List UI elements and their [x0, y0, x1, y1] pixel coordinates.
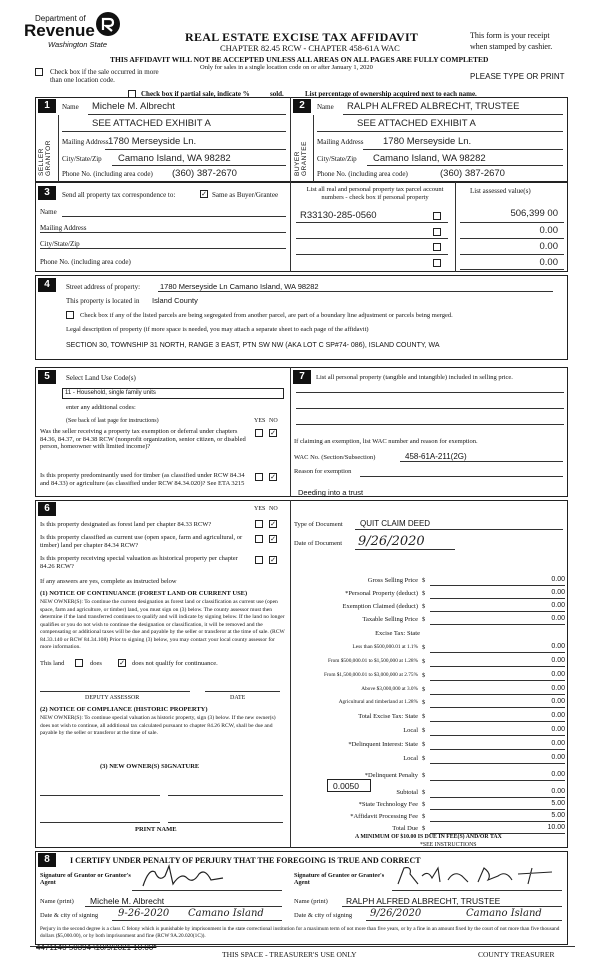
- s5-yes-header: YES: [254, 418, 266, 424]
- s6-if-yes: If any answers are yes, complete as instructed below: [40, 578, 177, 585]
- multi-location-label: Check box if the sale occurred in more than one location code.: [50, 68, 159, 84]
- section-1-number: 1: [38, 99, 56, 113]
- receipt-line2: when stamped by cashier.: [470, 42, 553, 51]
- wac-label: WAC No. (Section/Subsection): [294, 454, 376, 461]
- tax-row-label: Taxable Selling Price: [362, 616, 418, 623]
- revenue-logo-icon: [96, 12, 120, 36]
- s6-question-2: Is this property classified as current use (open space, farm and agricultural, or timber) land per chapter 84.34 RCW?: [40, 534, 243, 549]
- s6-q3-yes[interactable]: [255, 556, 263, 564]
- dept-logo-name: Revenue: [24, 21, 95, 40]
- doc-date-value[interactable]: 9/26/2020: [358, 534, 425, 549]
- tax-row-line: [430, 585, 565, 586]
- seller-city-label: City/State/Zip: [62, 155, 102, 163]
- mail-name-label: Name: [40, 208, 57, 216]
- street-address-value[interactable]: 1780 Merseyside Ln Camano Island, WA 98282: [160, 282, 319, 291]
- tax-row-value[interactable]: 0.00: [551, 657, 565, 664]
- section-2-number: 2: [293, 99, 311, 113]
- tax-row-line: [430, 624, 565, 625]
- grantee-date-label: Date & city of signing: [294, 912, 353, 919]
- buyer-city-value[interactable]: Camano Island, WA 98282: [373, 153, 486, 164]
- tax-row-line: [430, 735, 565, 736]
- section-6-number: 6: [38, 502, 56, 516]
- dollar-sign: $: [422, 590, 426, 597]
- assessor-date-label: DATE: [230, 695, 246, 701]
- land-does-not-checkbox[interactable]: ✓: [119, 659, 125, 667]
- dept-state: Washington State: [48, 40, 108, 49]
- tax-row-line: [430, 611, 565, 612]
- buyer-address-label: Mailing Address: [317, 138, 364, 146]
- dollar-sign: $: [422, 699, 426, 706]
- new-owner-signature-label: (3) NEW OWNER(S) SIGNATURE: [100, 763, 200, 770]
- s5-q1-yes[interactable]: [255, 429, 263, 437]
- segregated-label: Check box if any of the listed parcels are being segregated from another parcel, are part of a boundary line adjustment or parcels being merged.: [80, 312, 453, 319]
- grantee-name-value[interactable]: RALPH ALFRED ALBRECHT, TRUSTEE: [346, 896, 501, 906]
- s5-no-header: NO: [269, 418, 278, 424]
- type-or-print: PLEASE TYPE OR PRINT: [470, 72, 565, 81]
- multi-location-checkbox[interactable]: [35, 68, 43, 76]
- seller-grantor-label: SELLER GRANTOR: [38, 140, 52, 176]
- s6-question-3: Is this property receiving special valuation as historical property per chapter 84.26 RCW?: [40, 555, 238, 570]
- receipt-line1: This form is your receipt: [470, 31, 550, 40]
- dollar-sign: $: [422, 658, 426, 665]
- assessed-value-4[interactable]: 0.00: [539, 257, 558, 268]
- tax-row-label: Excise Tax: State: [375, 630, 420, 637]
- buyer-attached-value[interactable]: SEE ATTACHED EXHIBIT A: [357, 118, 476, 129]
- seller-address-value[interactable]: 1780 Merseyside Ln.: [108, 136, 197, 147]
- buyer-phone-label: Phone No. (including area code): [317, 170, 408, 178]
- dollar-sign: $: [422, 686, 426, 693]
- dollar-sign: $: [422, 755, 426, 762]
- tax-row-label: Total Due: [392, 825, 418, 832]
- segregated-checkbox[interactable]: [66, 311, 74, 319]
- tax-row-label: Local: [403, 727, 418, 734]
- tax-row-label: From $500,000.01 to $1,500,000 at 1.28%: [327, 658, 418, 664]
- tax-row-line: [430, 780, 565, 781]
- tax-row-label: From $1,500,000.01 to $3,000,000 at 2.75%: [323, 672, 418, 678]
- tax-row-line: [430, 749, 565, 750]
- dollar-sign: $: [422, 801, 426, 808]
- tax-row-value[interactable]: 0.00: [551, 589, 565, 596]
- tax-row-label: Exemption Claimed (deduct): [342, 603, 418, 610]
- notice-compliance-title: (2) NOTICE OF COMPLIANCE (HISTORIC PROPERTY): [40, 706, 208, 713]
- property-located-value[interactable]: Island County: [152, 296, 198, 305]
- parcel-2-personal-checkbox[interactable]: [433, 228, 441, 236]
- doc-type-value[interactable]: QUIT CLAIM DEED: [360, 519, 431, 528]
- tax-row-line: [430, 652, 565, 653]
- s5-q1-no[interactable]: ✓: [270, 429, 276, 437]
- reason-label: Reason for exemption: [294, 468, 352, 475]
- personal-property-label: List all personal property (tangible and intangible) included in selling price.: [316, 374, 513, 381]
- additional-codes-label: enter any additional codes:: [66, 404, 136, 411]
- partial-sale-label: Check box if partial sale, indicate %: [141, 90, 250, 98]
- tax-row-label: *Personal Property (deduct): [345, 590, 418, 597]
- s6-no-header: NO: [269, 506, 278, 512]
- assessed-value-3[interactable]: 0.00: [539, 241, 558, 252]
- tax-row-line: [430, 666, 565, 667]
- tax-row-value[interactable]: 0.00: [551, 643, 565, 650]
- notice-continuance-title: (1) NOTICE OF CONTINUANCE (FOREST LAND OR CURRENT USE): [40, 590, 248, 597]
- tax-row-value[interactable]: 0.00: [551, 698, 565, 705]
- tax-row-line: [430, 598, 565, 599]
- reason-value[interactable]: Deeding into a trust: [298, 488, 364, 497]
- tax-row-label: *Delinquent Penalty: [364, 772, 418, 779]
- tax-row-value[interactable]: 0.00: [551, 685, 565, 692]
- grantee-date-value[interactable]: 9/26/2020: [370, 908, 422, 919]
- tax-row-value[interactable]: 0.00: [551, 615, 565, 622]
- grantor-city-value[interactable]: Camano Island: [188, 908, 264, 919]
- send-correspondence-label: Send all property tax correspondence to:: [62, 191, 176, 199]
- tax-row-label: Above $3,000,000 at 3.0%: [361, 686, 418, 692]
- tax-row-label: Local: [403, 755, 418, 762]
- perjury-notice: Perjury in the second degree is a class C felony which is punishable by imprisonment in the state correctional institution for a maximum term of not more than five years, or by a fine in an amount fixed by the court of not more than five thousand dollars ($5,000.00), or by both imprisonment and fine (RCW 9A.20.020(1C)).: [40, 926, 560, 939]
- dollar-sign: $: [422, 789, 426, 796]
- assessed-value-2[interactable]: 0.00: [539, 225, 558, 236]
- grantee-signature[interactable]: [392, 862, 557, 890]
- pct-list-label: List percentage of ownership acquired next to each name.: [305, 90, 477, 98]
- tax-row-value[interactable]: 0.00: [551, 788, 565, 795]
- form-sub: Only for sales in a single location code on or after January 1, 2020: [200, 64, 373, 71]
- s6-q2-yes[interactable]: [255, 535, 263, 543]
- s6-q2-no[interactable]: ✓: [270, 535, 276, 543]
- grantor-signature[interactable]: [135, 862, 235, 890]
- form-title: REAL ESTATE EXCISE TAX AFFIDAVIT: [185, 30, 419, 44]
- grantor-name-label: Name (print): [40, 898, 74, 905]
- mail-phone-label: Phone No. (including area code): [40, 258, 131, 266]
- seller-phone-value[interactable]: (360) 387-2670: [172, 168, 237, 179]
- assessed-value-header: List assessed value(s): [470, 187, 531, 195]
- certify-statement: I CERTIFY UNDER PENALTY OF PERJURY THAT THE FOREGOING IS TRUE AND CORRECT: [70, 856, 421, 865]
- tax-row-value[interactable]: 0.00: [551, 754, 565, 761]
- tax-row-line: [430, 809, 565, 810]
- recording-stamp: 4471140 50394 \10/9/2021 10.00*: [36, 943, 157, 952]
- form-warning: THIS AFFIDAVIT WILL NOT BE ACCEPTED UNLESS ALL AREAS ON ALL PAGES ARE FULLY COMPLETED: [110, 55, 489, 64]
- street-address-label: Street address of property:: [66, 283, 141, 291]
- tax-row-label: *Delinquent Interest: State: [348, 741, 418, 748]
- dollar-sign: $: [422, 644, 426, 651]
- notice-compliance-text: NEW OWNER(S): To continue special valuation as historic property, sign (3) below. If the new owner(s) does not wish to continue, all additional tax calculated pursuant to chapter 84.26 RCW, shall be due and payable by the seller or transferor at the time of sale.: [40, 715, 276, 736]
- tax-row-line: [430, 821, 565, 822]
- dollar-sign: $: [422, 713, 426, 720]
- buyer-phone-value[interactable]: (360) 387-2670: [440, 168, 505, 179]
- tax-row-value[interactable]: 0.00: [551, 740, 565, 747]
- parcel-number-1[interactable]: R33130-285-0560: [300, 210, 377, 221]
- land-does-not-label: does not qualify for continuance.: [132, 660, 218, 667]
- form-chapter: CHAPTER 82.45 RCW - CHAPTER 458-61A WAC: [220, 43, 400, 53]
- parcel-1-personal-checkbox[interactable]: [433, 212, 441, 220]
- tax-row-line: [430, 707, 565, 708]
- grantee-sig-label: Signature of Grantee or Grantee's Agent: [294, 872, 385, 886]
- seller-city-value[interactable]: Camano Island, WA 98282: [118, 153, 231, 164]
- tax-row-line: [430, 680, 565, 681]
- dollar-sign: $: [422, 727, 426, 734]
- tax-row-label: Gross Selling Price: [367, 577, 418, 584]
- tax-row-value[interactable]: 5.00: [551, 812, 565, 819]
- s6-q1-yes[interactable]: [255, 520, 263, 528]
- s5-q2-no[interactable]: ✓: [270, 473, 276, 481]
- parcel-4-personal-checkbox[interactable]: [433, 259, 441, 267]
- s5-q2-yes[interactable]: [255, 473, 263, 481]
- tax-row-value[interactable]: 0.00: [551, 576, 565, 583]
- local-rate-value: 0.0050: [333, 781, 359, 791]
- section-8-number: 8: [38, 853, 56, 867]
- sold-label: sold.: [270, 90, 284, 98]
- parcel-list-header: List all real and personal property tax parcel account numbers - check box if personal property: [306, 186, 444, 201]
- parcel-3-personal-checkbox[interactable]: [433, 243, 441, 251]
- dollar-sign: $: [422, 672, 426, 679]
- buyer-city-label: City/State/Zip: [317, 155, 357, 163]
- tax-row-value[interactable]: 0.00: [551, 712, 565, 719]
- this-land-label: This land: [40, 660, 65, 667]
- seller-attached-value[interactable]: SEE ATTACHED EXHIBIT A: [92, 118, 211, 129]
- section-3-number: 3: [38, 186, 56, 200]
- tax-row-value[interactable]: 0.00: [551, 671, 565, 678]
- s6-q3-no[interactable]: ✓: [270, 556, 276, 564]
- legal-description-value[interactable]: SECTION 30, TOWNSHIP 31 NORTH, RANGE 3 EAST, PTN SW NW (AKA LOT C SP#74- 086), ISLAND COUNTY, WA: [66, 342, 440, 349]
- same-as-buyer-label: Same as Buyer/Grantee: [212, 191, 279, 199]
- treasurer-use-label: THIS SPACE - TREASURER'S USE ONLY: [222, 950, 357, 959]
- tax-row-label: Less than $500,000.01 at 1.1%: [352, 644, 418, 650]
- tax-row-value[interactable]: 5.00: [551, 800, 565, 807]
- grantor-sig-label: Signature of Grantor or Grantor's Agent: [40, 872, 131, 886]
- mail-address-label: Mailing Address: [40, 224, 87, 232]
- assessed-value-1[interactable]: 506,399 00: [510, 208, 558, 219]
- tax-row-value[interactable]: 0.00: [551, 771, 565, 778]
- section-7-number: 7: [293, 370, 311, 384]
- tax-row-line: [430, 694, 565, 695]
- tax-row-label: Total Excise Tax: State: [358, 713, 418, 720]
- tax-row-line: [430, 721, 565, 722]
- dollar-sign: $: [422, 772, 426, 779]
- seller-name-value[interactable]: Michele M. Albrecht: [92, 101, 175, 112]
- claim-exemption-label: If claiming an exemption, list WAC number and reason for exemption.: [294, 438, 478, 445]
- dollar-sign: $: [422, 577, 426, 584]
- tax-row-label: *State Technology Fee: [358, 801, 418, 808]
- tax-row-line: [430, 763, 565, 764]
- grantee-name-label: Name (print): [294, 898, 328, 905]
- section-4-number: 4: [38, 278, 56, 292]
- legal-description-label: Legal description of property (if more space is needed, you may attach a separate sheet to each page of the affidavit): [66, 326, 369, 333]
- grantor-name-value[interactable]: Michele M. Albrecht: [90, 896, 165, 906]
- dollar-sign: $: [422, 603, 426, 610]
- section-5-number: 5: [38, 370, 56, 384]
- buyer-grantee-label: BUYER GRANTEE: [294, 141, 308, 176]
- county-treasurer-label: COUNTY TREASURER: [478, 950, 555, 959]
- grantor-date-label: Date & city of signing: [40, 912, 99, 919]
- print-name-label: PRINT NAME: [135, 826, 177, 833]
- s5-question-2: Is this property predominantly used for timber (as classified under RCW 84.34 and 84.33) or agriculture (as classified under RCW 84.34.020)? See ETA 3215: [40, 472, 245, 487]
- seller-phone-label: Phone No. (including area code): [62, 170, 153, 178]
- seller-name-label: Name: [62, 103, 79, 111]
- minimum-due-note: A MINIMUM OF $10.00 IS DUE IN FEE(S) AND/OR TAX: [355, 834, 502, 840]
- same-as-buyer-checkbox[interactable]: ✓: [201, 190, 207, 198]
- land-does-label: does: [90, 660, 102, 667]
- buyer-name-label: Name: [317, 103, 334, 111]
- doc-date-label: Date of Document: [294, 540, 343, 547]
- tax-row-value[interactable]: 10.00: [547, 824, 565, 831]
- buyer-address-value[interactable]: 1780 Merseyside Ln.: [383, 136, 472, 147]
- see-back-label: (See back of last page for instructions): [66, 418, 159, 424]
- s6-yes-header: YES: [254, 506, 266, 512]
- grantor-date-value[interactable]: 9-26-2020: [118, 908, 170, 919]
- tax-row-label: Subtotal: [396, 789, 418, 796]
- deputy-assessor-label: DEPUTY ASSESSOR: [85, 695, 140, 701]
- buyer-name-value[interactable]: RALPH ALFRED ALBRECHT, TRUSTEE: [347, 101, 520, 112]
- s6-question-1: Is this property designated as forest land per chapter 84.33 RCW?: [40, 521, 212, 528]
- property-located-label: This property is located in: [66, 297, 140, 305]
- tax-row-label: *Affidavit Processing Fee: [350, 813, 418, 820]
- grantee-city-value[interactable]: Camano Island: [466, 908, 542, 919]
- tax-row-value[interactable]: 0.00: [551, 726, 565, 733]
- dollar-sign: $: [422, 741, 426, 748]
- dollar-sign: $: [422, 813, 426, 820]
- see-instructions-note: *SEE INSTRUCTIONS: [420, 842, 477, 848]
- tax-row-value[interactable]: 0.00: [551, 602, 565, 609]
- tax-row-label: Agricultural and timberland at 1.28%: [338, 699, 418, 705]
- mail-city-label: City/State/Zip: [40, 240, 80, 248]
- s6-q1-no[interactable]: ✓: [270, 520, 276, 528]
- land-use-label: Select Land Use Code(s): [66, 374, 136, 382]
- notice-continuance-text: NEW OWNER(S): To continue the current designation as forest land or classification as current use (open space, farm and agriculture, or timber) land, you must sign on (3) below. The county assessor must then determine if the land transferred continues to qualify and will indicate by signing below. If the land no longer qualifies or you do not wish to continue the designation or classification, it will be removed and the compensating or additional taxes will be due and payable by the seller or transferor at the time of sale. (RCW 84.33.140 or RCW 84.34.108) Prior to signing (3) below, you may contact your local county assessor for more information.: [40, 599, 285, 650]
- land-does-checkbox[interactable]: [75, 659, 83, 667]
- seller-address-label: Mailing Address: [62, 138, 109, 146]
- dollar-sign: $: [422, 825, 426, 832]
- dept-top: Department of: [35, 14, 86, 23]
- s5-question-1: Was the seller receiving a property tax exemption or deferral under chapters 84.36, 84.37, or 84.38 RCW (nonprofit organization, senior citizen, or disabled person, homeowner with limited income)?: [40, 428, 246, 450]
- dollar-sign: $: [422, 616, 426, 623]
- tax-row-line: [430, 797, 565, 798]
- doc-type-label: Type of Document: [294, 521, 343, 528]
- wac-value[interactable]: 458-61A-211(2G): [405, 452, 467, 461]
- land-use-value: 11 - Household, single family units: [65, 390, 156, 396]
